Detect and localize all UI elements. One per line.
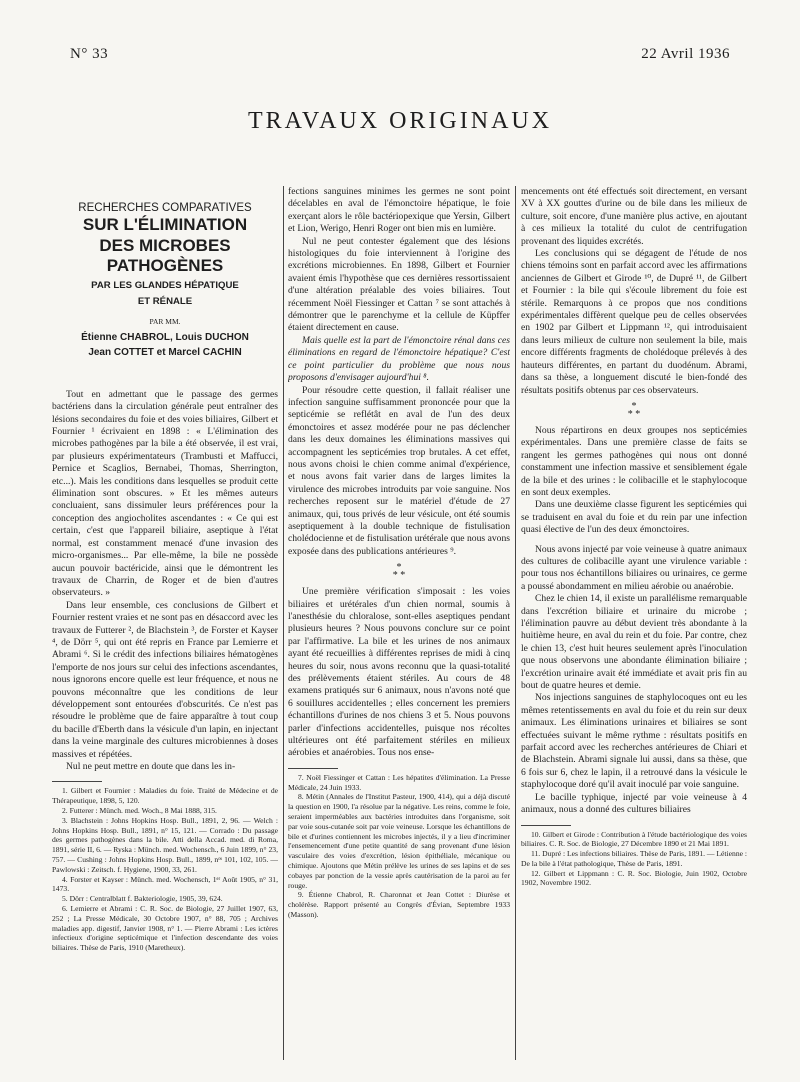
paragraph: Dans une deuxième classe figurent les septicémies qui se traduisent en aval du foie et du rein par une infection quasi élective de l'un des deux émonctoires. [521, 499, 747, 536]
paragraph: Nul ne peut mettre en doute que dans les in- [66, 761, 236, 772]
footnote: 4. Forster et Kayser : Münch. med. Wochensch, 1ᵉʳ Août 1905, n° 31, 1473. [52, 874, 278, 894]
byline: PAR MM. [149, 317, 181, 327]
authors-line-2: Jean COTTET et Marcel CACHIN [88, 346, 242, 358]
column-rule-right [515, 186, 516, 1060]
article-subtitle-line-2: ET RÉNALE [137, 296, 193, 308]
footnote: 3. Blachstein : Johns Hopkins Hosp. Bull., 1891, 2, 96. — Welch : Johns Hopkins Hosp. Bull., 1891, n° 15, 121. — Corrado : Du passage des germes pathogènes dans la bile. Atti della Accad. med. di Roma, 1891, série II, 6. — Ryska : Münch. med. Wochensch., 6 Juin 1899, n° 23, 757. — Cushing : Johns Hopkins Hosp. Bull., 1899, nᵒˢ 101, 102, 105. — Pawlowski : Zeitsch. f. Hygiene, 1900, 33, 261. [52, 815, 278, 874]
article-title-line-1: SUR L'ÉLIMINATION [82, 215, 248, 235]
issue-number: N° 33 [70, 46, 109, 62]
authors-line-1: Étienne CHABROL, Louis DUCHON [81, 331, 249, 343]
paragraph: Le bacille typhique, injecté par voie veineuse à 4 animaux, nous a donné des cultures biliaires [521, 791, 747, 816]
paragraph: Nous répartirons en deux groupes nos septicémies expérimentales. Dans une première classe de faits se rangent les germes pathogènes qui nous ont donné constamment une infection massive et sensiblement égale de la bile et des urines : le colibacille et le staphylocoque en sont deux exemples. [521, 424, 747, 498]
paragraph: Nos injections sanguines de staphylocoques ont eu les mêmes retentissements en aval du foie et du rein sur deux animaux. Les éliminations urinaires et biliaires se sont effectuées suivant le même rythme : résultats positifs en parfait accord avec les recherches antérieures de Chiari et de Blachstein. Abrami signale lui aussi, dans sa thèse, que 6 fois sur 6, chez le lapin, il a retrouvé dans la vésicule le staphylocoque doré qu'il avait inoculé par voie sanguine. [521, 692, 747, 791]
footnote: 5. Dörr : Centralblatt f. Bakteriologie, 1905, 39, 624. [62, 894, 223, 904]
footnote: 2. Futterer : Münch. med. Woch., 8 Mai 1888, 315. [62, 806, 217, 815]
section-separator: * * * [627, 400, 641, 420]
footnote: 10. Gilbert et Girode : Contribution à l'étude bactériologique des voies biliaires. C. R. Soc. de Biologie, 27 Décembre 1890 et 21 Mai 1891. [521, 829, 747, 849]
article-title-line-2: DES MICROBES PATHOGÈNES [99, 236, 231, 276]
paragraph: Les conclusions qui se dégagent de l'étude de nos chiens témoins sont en parfait accord avec les affirmations anciennes de Gilbert et Girode ¹⁰, de Dupré ¹¹, de Gilbert et Fournier : la bile qui s'écoule librement du foie est stérile. Remarquons à ce propos que nos conditions expérimentales diffèrent quelque peu de celles observées en 1902 par Gilbert et Lippmann ¹², qui introduisaient dans leurs milieux de culture non seulement la bile, mais encore différents fragments de cholédoque prélevés à des hauteurs différentes, en partant du duodénum. Abrami, dans sa thèse, a longuement discuté le bien-fondé des résultats positifs obtenus par ces observateurs. [521, 248, 747, 396]
paragraph: Nul ne peut contester également que des lésions histologiques du foie interviennent à l'origine des excrétions microbiennes. En 1898, Gilbert et Fournier avaient émis l'hypothèse que ces dernières ressortissaient d'une altération préalable des voies biliaires. Tout récemment Noël Fiessinger et Cattan ⁷ se sont attachés à démontrer que le parenchyme et la cellule de Küpffer étaient directement en cause. [288, 235, 510, 334]
article-kicker: RECHERCHES COMPARATIVES [78, 202, 252, 214]
paragraph: Une première vérification s'imposait : les voies biliaires et urétérales d'un chien normal, soumis à l'anesthésie du chloralose, sont-elles aseptiques pendant plusieurs heures ? Nous pouvons conclure sur ce point par l'affirmative. La bile et les urines de nos animaux ayant été recueillies à différentes reprises de midi à cinq heures du soir, nous avons reconnu que la quasi-totalité des prélèvements étaient stériles. Au cours de 48 examens pratiqués sur 6 animaux, nous n'avons noté que 6 souillures accidentelles ; elles concernent les premiers échantillons d'urines de nos chiens 3 et 5. Nous pouvons parler d'infections accidentelles, puisque nos récoltes ultérieures ont été parfaitement stériles en milieux aérobies et anaérobies. Tous nos ense- [288, 586, 510, 759]
footnote-rule [52, 781, 102, 782]
paragraph: Tout en admettant que le passage des germes bactériens dans la circulation générale peut entraîner des lésions secondaires du foie et des voies biliaires, Gilbert et Fournier ¹ écrivaient en 1898 : « L'élimination des microbes pathogènes par la bile a été observée, il est vrai, par plusieurs expérimentateurs (Trambusti et Maffucci, Pernice et Scaglios, Bernabei, Thomas, Sherrington, etc...). Mais les conditions dans lesquelles se produit cette élimination sont obscures. » Et les mêmes auteurs concluaient, sans dissimuler leurs préférences pour la conception des angiocholites ascendantes : « Ce qui est certain, c'est que l'appareil biliaire, aseptique à l'état normal, est constamment menacé d'une invasion des micro-organismes... Par elle-même, la bile ne possède aucun pouvoir bactéricide, ainsi que le démontrent les travaux de Charrin, de Roger et de bien d'autres observateurs. » [52, 388, 278, 599]
footnote: 8. Métin (Annales de l'Institut Pasteur, 1900, 414), qui a déjà discuté la question en 1900, l'a résolue par la négative. Les reins, comme le foie, seraient imperméables aux bactéries introduites dans l'organisme, soit par voie sous-cutanée soit par voie veineuse. Lorsque les échantillons de bile et d'urines contiennent les microbes injectés, il y a lieu d'incriminer l'ensemencement d'une petite quantité de sang provenant d'une lésion vasculaire des voies d'excrétion, lésion épithéliale, mécanique ou chimique. Ajoutons que Métin prélève les urines de ses lapins et de ses cobayes par ponction de la vessie après cautérisation de la paroi au fer rouge. [288, 792, 510, 890]
column-1 [52, 186, 278, 1064]
column-rule-left [283, 186, 284, 1060]
issue-date: 22 Avril 1936 [641, 46, 730, 62]
footnote: 7. Noël Fiessinger et Cattan : Les hépatites d'élimination. La Presse Médicale, 24 Juin 1933. [288, 772, 510, 792]
column-3 [521, 186, 747, 1064]
paragraph: Dans leur ensemble, ces conclusions de Gilbert et Fournier restent vraies et ne sont pas en désaccord avec les travaux de Futterer ², de Blachstein ³, de Forster et Kayser ⁴, de Dörr ⁵, qui ont été repris en France par Lemierre et Abrami ⁶. Si le crédit des infections biliaires hématogènes l'emporte de nos jours sur celui des infections ascendantes, nous ignorons encore quelle est leur fréquence, et nous ne pouvons méconnaître que les conditions de leur développement sont entourées d'obscurités. Ce n'est pas résoudre le problème que de faire apparaître à tout coup du bacille d'Eberth dans la vésicule d'un lapin, en injectant dans la veine marginale des cultures microbiennes à doses massives et répétées. [52, 599, 278, 760]
article-subtitle-line-1: PAR LES GLANDES HÉPATIQUE [91, 280, 239, 292]
footnote-rule [288, 768, 338, 769]
section-separator: * * * [392, 562, 406, 582]
footnote: 9. Étienne Chabrol, R. Charonnat et Jean Cottet : Diurèse et cholérèse. Rapport présenté au Congrès d'Évian, Septembre 1933 (Masson). [288, 890, 510, 920]
paragraph: fections sanguines minimes les germes ne sont point décelables en aval de l'émonctoire hépatique, le foie exerçant alors le rôle bactériopexique que Yersin, Gilbert et Lion, Werigo, Henri Roger ont bien mis en lumière. [288, 186, 510, 235]
footnote: 1. Gilbert et Fournier : Maladies du foie. Traité de Médecine et de Thérapeutique, 1898, 5, 120. [52, 786, 278, 806]
footnote: 12. Gilbert et Lippmann : C. R. Soc. Biologie, Juin 1902, Octobre 1902, Novembre 1902. [521, 868, 747, 888]
footnote: 6. Lemierre et Abrami : C. R. Soc. de Biologie, 27 Juillet 1907, 63, 252 ; La Presse Médicale, 30 Octobre 1907, n° 88, 705 ; Archives maladies app. digestif, Janvier 1908, n° 1. — Pierre Abrami : Les ictères infectieux d'origine septicémique et l'infection descendante des voies biliaires. Thèse de Paris, 1910 (Maretheux). [52, 903, 278, 953]
paragraph: Nous avons injecté par voie veineuse à quatre animaux des cultures de colibacille ayant une virulence variable : pour tous nos échantillons biliaires ou urinaires, ce germe a poussé abondamment en milieu aérobie ou anaérobie. [521, 543, 747, 592]
paragraph: Mais quelle est la part de l'émonctoire rénal dans ces éliminations en regard de l'émonctoire hépatique? C'est ce point particulier du problème que nous nous proposons d'envisager aujourd'hui ⁸. [288, 334, 510, 384]
paragraph: Chez le chien 14, il existe un parallélisme remarquable dans l'excrétion biliaire et urinaire du microbe ; l'élimination pauvre au début devient très abondante à la huitième heure, en aval du rein et du foie. Par contre, chez le chien 13, c'est huit heures seulement après l'inoculation que nous observons une abondante élimination biliaire ; l'excrétion urinaire avait été immédiate et avait pris fin au bout de quatre heures et demie. [521, 593, 747, 692]
paragraph: mencements ont été effectués soit directement, en versant XV à XX gouttes d'urine ou de bile dans les milieux de culture, soit encore, d'une manière plus active, en ajoutant à ces milieux la totalité du culot de centrifugation provenant des liquides excrétés. [521, 186, 747, 247]
column-2 [288, 186, 510, 1064]
section-title: TRAVAUX ORIGINAUX [247, 108, 553, 134]
footnote: 11. Dupré : Les infections biliaires. Thèse de Paris, 1891. — Létienne : De la bile à l'état pathologique, Thèse de Paris, 1891. [521, 849, 747, 868]
paragraph: Pour résoudre cette question, il fallait réaliser une infection sanguine suffisamment prononcée pour que la septicémie se reflétât en aval de l'un des deux émonctoires et assez modérée pour ne pas déclencher dans les deux domaines les éliminations massives qui accompagnent les septicémies trop brutales. A cet effet, nous avons choisi le chien comme animal d'expérience, et nous avons fait varier dans de larges limites la virulence des microbes introduits par voie sanguine. Nos recherches reposent sur le matériel d'étude de 27 animaux, qui, tous privés de leur vésicule, ont été soumis aseptiquement à la double technique de fistulisation cholédocienne et de fistulisation urétérale que nous avons exposée dans des publications antérieures ⁹. [288, 384, 510, 557]
footnote-rule [521, 825, 571, 826]
